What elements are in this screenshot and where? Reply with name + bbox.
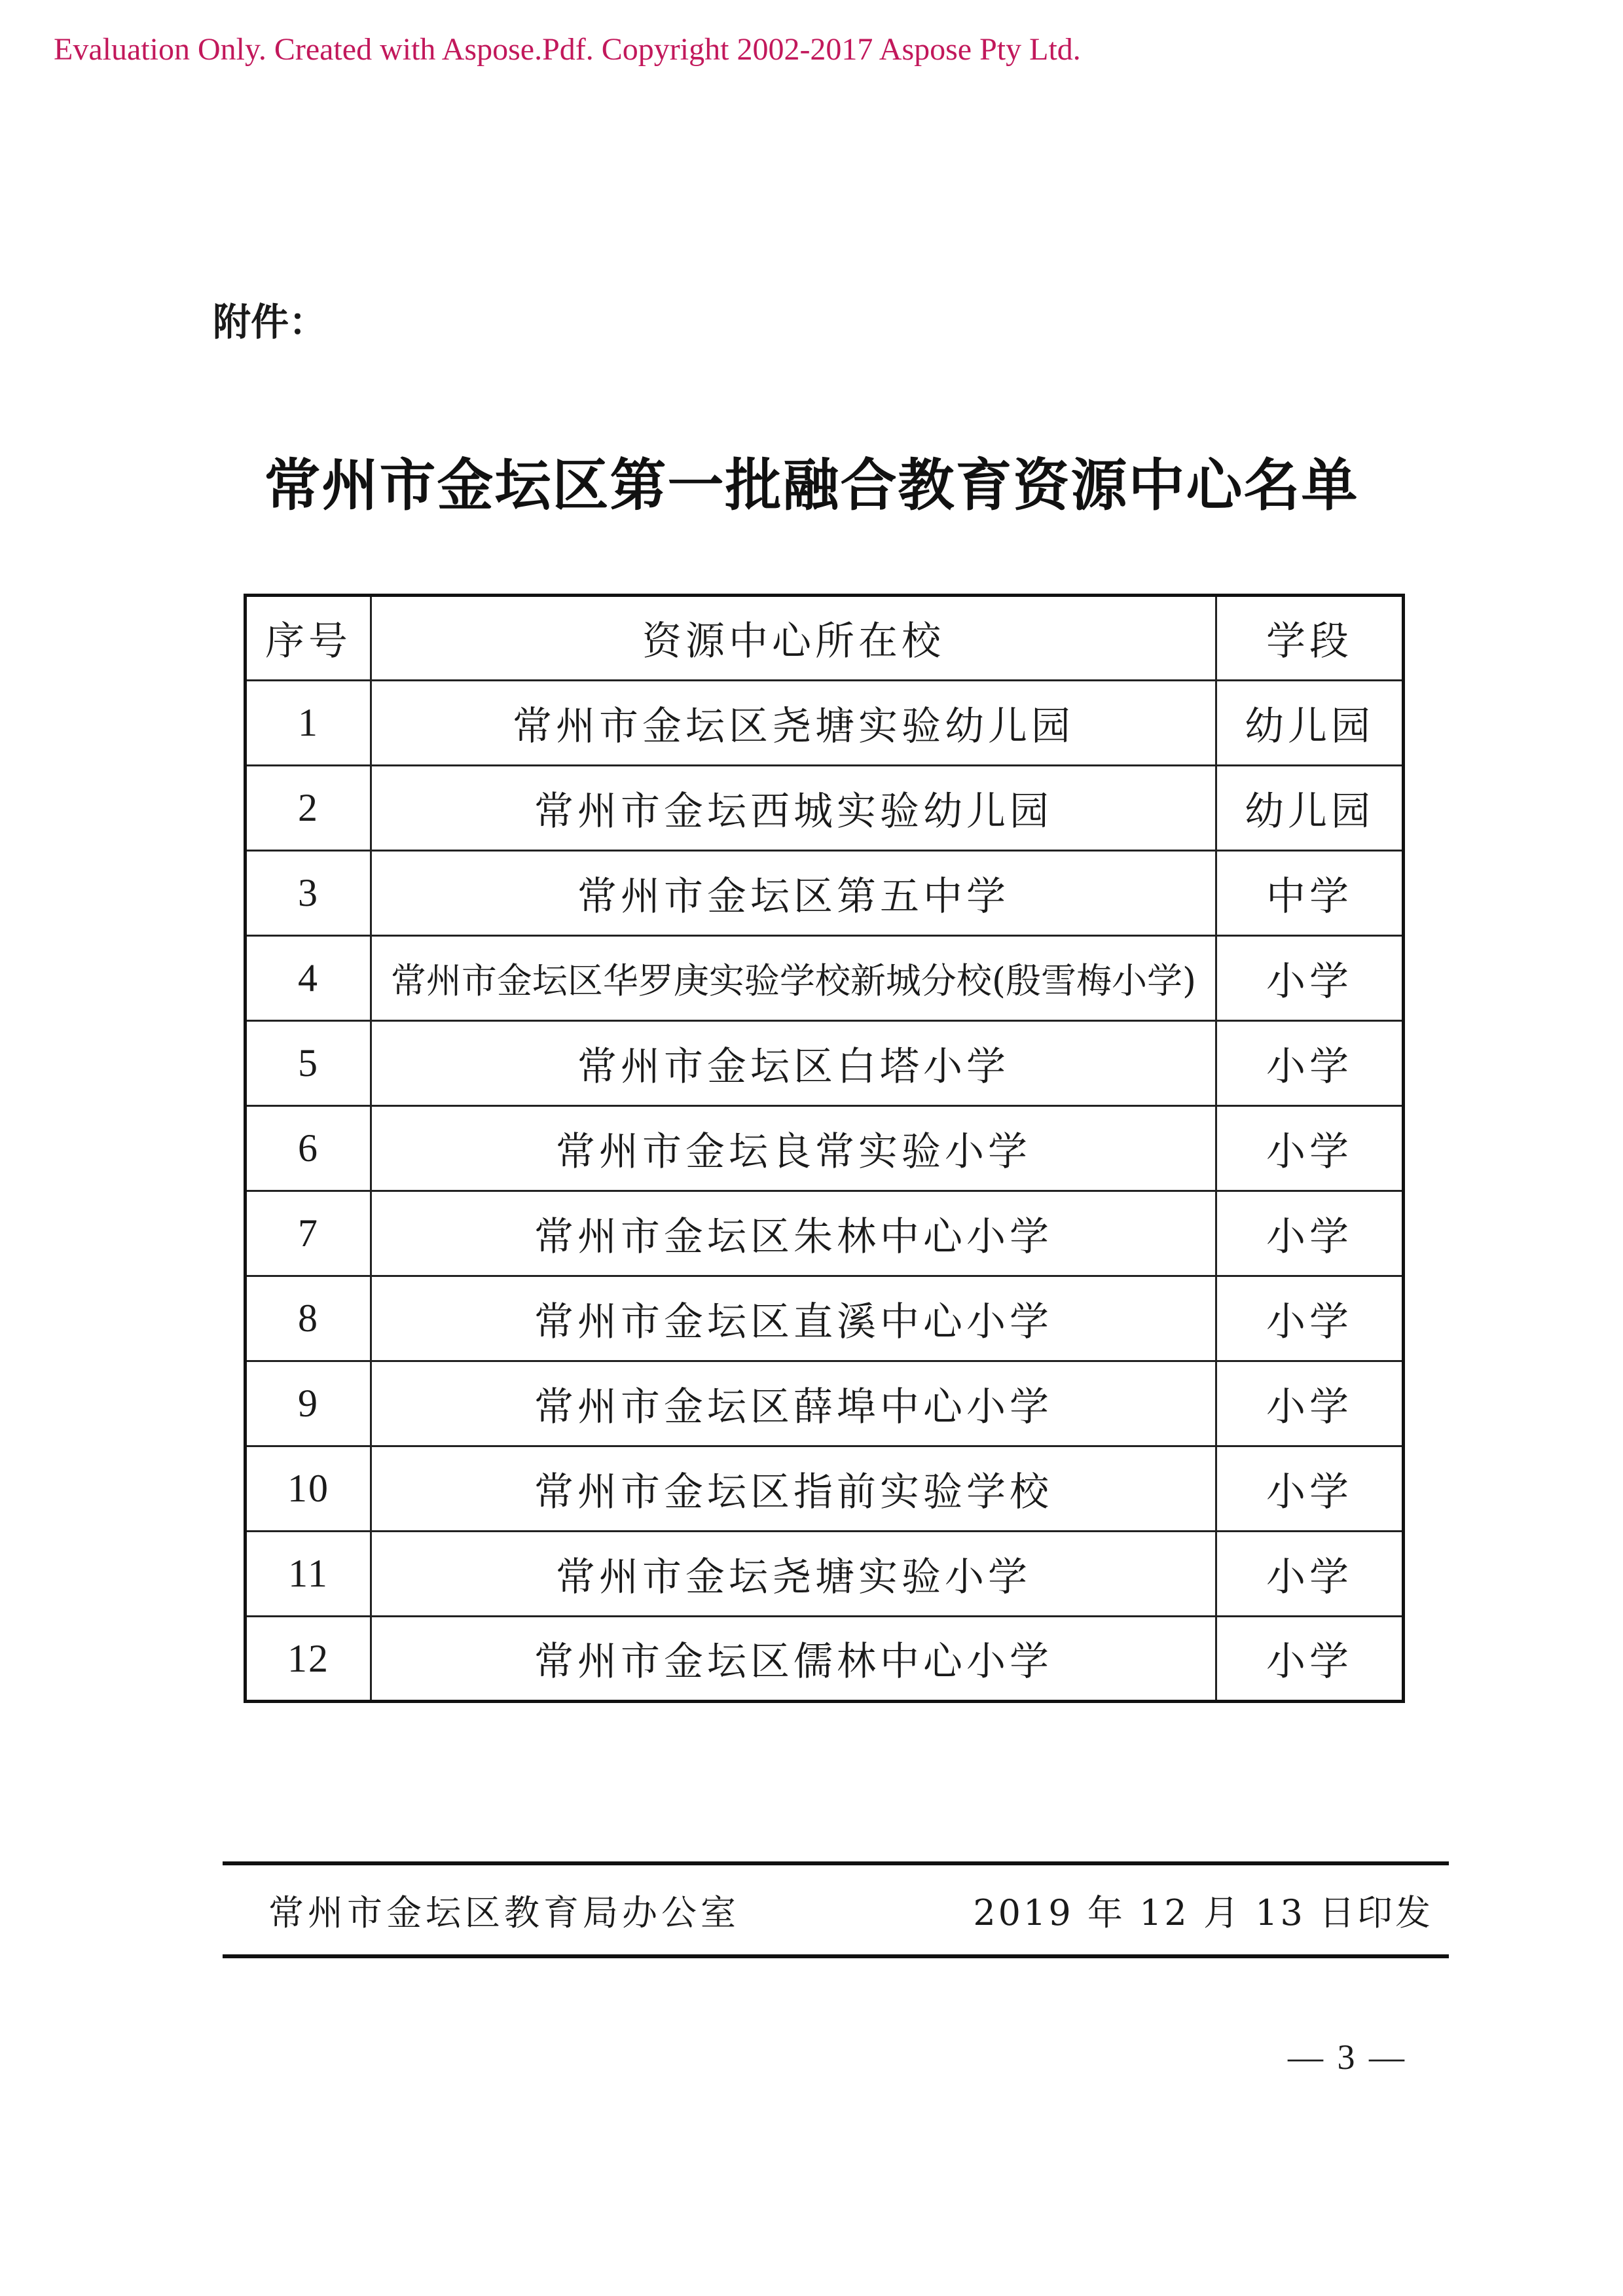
row-level: 小学 [1216, 1021, 1404, 1106]
row-index: 3 [246, 851, 371, 936]
table-row [246, 681, 1404, 766]
row-school: 常州市金坛区白塔小学 [371, 1021, 1216, 1106]
row-level: 小学 [1216, 1191, 1404, 1276]
row-index: 5 [246, 1021, 371, 1106]
table-row [246, 1106, 1404, 1191]
table-row [246, 1276, 1404, 1361]
row-index: 1 [246, 681, 371, 766]
row-school: 常州市金坛区朱林中心小学 [371, 1191, 1216, 1276]
row-index: 7 [246, 1191, 371, 1276]
table-row [246, 936, 1404, 1021]
row-school: 常州市金坛区指前实验学校 [371, 1446, 1216, 1532]
table-row [246, 1191, 1404, 1276]
attachment-label: 附件： [213, 300, 327, 344]
footer-issuer: 常州市金坛区教育局办公室 [268, 1892, 740, 1933]
header-level: 学段 [1216, 596, 1404, 681]
row-school: 常州市金坛尧塘实验小学 [371, 1532, 1216, 1617]
row-school: 常州市金坛区直溪中心小学 [371, 1276, 1216, 1361]
row-school: 常州市金坛区华罗庚实验学校新城分校(殷雪梅小学) [371, 936, 1216, 1021]
table-row [246, 1446, 1404, 1532]
row-level: 小学 [1216, 936, 1404, 1021]
table-row [246, 851, 1404, 936]
row-school: 常州市金坛区第五中学 [371, 851, 1216, 936]
row-index: 12 [246, 1617, 371, 1702]
row-level: 中学 [1216, 851, 1404, 936]
row-level: 小学 [1216, 1617, 1404, 1702]
footer-issue-date: 2019 年 12 月 13 日印发 [973, 1892, 1433, 1933]
table-row [246, 1361, 1404, 1446]
row-school: 常州市金坛西城实验幼儿园 [371, 766, 1216, 851]
row-index: 10 [246, 1446, 371, 1532]
page-number: — 3 — [1288, 2037, 1407, 2077]
header-school: 资源中心所在校 [371, 596, 1216, 681]
row-index: 6 [246, 1106, 371, 1191]
document-title: 常州市金坛区第一批融合教育资源中心名单 [264, 452, 1359, 518]
footer-top-rule [223, 1861, 1449, 1865]
row-level: 小学 [1216, 1106, 1404, 1191]
row-index: 4 [246, 936, 371, 1021]
footer-bottom-rule [223, 1954, 1449, 1958]
row-index: 9 [246, 1361, 371, 1446]
resource-center-table [244, 594, 1405, 1703]
row-school: 常州市金坛区薛埠中心小学 [371, 1361, 1216, 1446]
row-level: 小学 [1216, 1276, 1404, 1361]
evaluation-watermark: Evaluation Only. Created with Aspose.Pdf. Copyright 2002-2017 Aspose Pty Ltd. [54, 32, 1081, 67]
row-level: 小学 [1216, 1361, 1404, 1446]
row-level: 幼儿园 [1216, 681, 1404, 766]
row-level: 小学 [1216, 1446, 1404, 1532]
resource-center-table-wrap [244, 594, 1402, 1703]
row-school: 常州市金坛区儒林中心小学 [371, 1617, 1216, 1702]
table-row [246, 766, 1404, 851]
table-row [246, 1021, 1404, 1106]
row-school: 常州市金坛区尧塘实验幼儿园 [371, 681, 1216, 766]
table-row [246, 1617, 1404, 1702]
row-index: 8 [246, 1276, 371, 1361]
row-level: 幼儿园 [1216, 766, 1404, 851]
row-level: 小学 [1216, 1532, 1404, 1617]
table-header-row [246, 596, 1404, 681]
row-school: 常州市金坛良常实验小学 [371, 1106, 1216, 1191]
row-index: 11 [246, 1532, 371, 1617]
row-index: 2 [246, 766, 371, 851]
table-row [246, 1532, 1404, 1617]
header-index: 序号 [246, 596, 371, 681]
